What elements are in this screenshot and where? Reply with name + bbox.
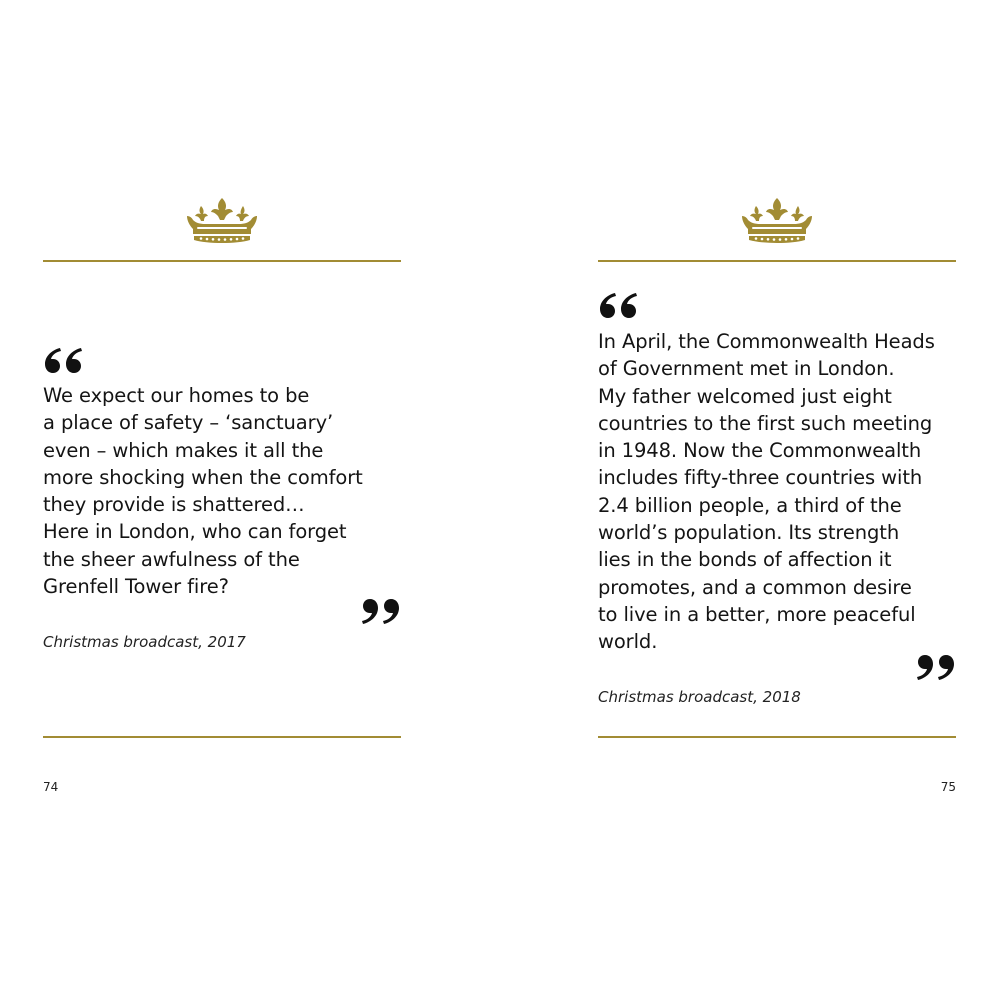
quote-source: Christmas broadcast, 2018: [598, 688, 801, 706]
top-divider: [598, 260, 956, 262]
quote-text: In April, the Commonwealth Heads of Government met in London. My father welcomed just eight countries to the first such meeting in 1948. Now the Commonwealth includes fifty-three countries with 2.4 billion people, a third of the world’s population. Its strength lies in the bonds of affection it promotes, and a common desire to live in a better, more peaceful world.: [598, 330, 935, 654]
left-page: [43, 0, 401, 1000]
bottom-divider: [43, 736, 401, 738]
quote-source: Christmas broadcast, 2017: [43, 633, 246, 651]
right-page: [598, 0, 956, 1000]
top-divider: [43, 260, 401, 262]
close-quote-icon: [916, 654, 956, 682]
page-number: 75: [940, 780, 956, 794]
page-number: 74: [43, 780, 59, 794]
quote-text: We expect our homes to be a place of safety – ‘sanctuary’ even – which makes it all the more shocking when the comfort they provide is shattered… Here in London, who can forget the sheer awfulness of the Grenfell Tower fire?: [43, 384, 363, 599]
close-quote-icon: [361, 598, 401, 626]
crown-icon: [185, 196, 259, 244]
bottom-divider: [598, 736, 956, 738]
open-quote-icon: [43, 346, 83, 374]
crown-icon: [740, 196, 814, 244]
open-quote-icon: [598, 291, 638, 319]
